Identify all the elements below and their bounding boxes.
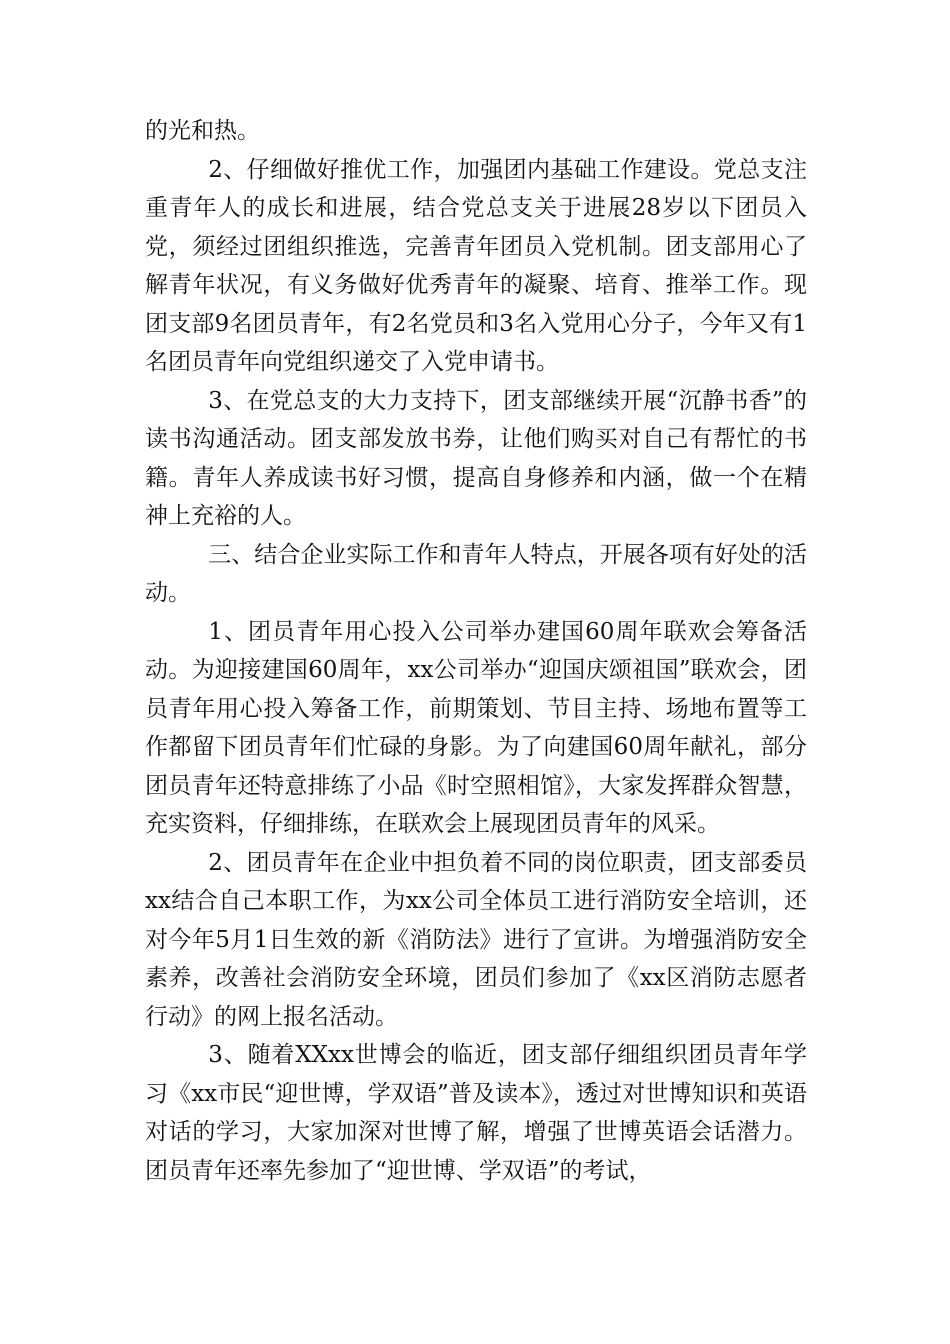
paragraph-anniversary-gala: 1、团员青年用心投入公司举办建国60周年联欢会筹备活动。为迎接建国60周年，xx公司举办“迎国庆颂祖国”联欢会，团员青年用心投入筹备工作，前期策划、节目主持、场地布置等工作都留下团员青年们忙碌的身影。为了向建国60周年献礼，部分团员青年还特意排练了小品《时空照相馆》，大家发挥群众智慧，充实资料，仔细排练，在联欢会上展现团员青年的风采。 [145,618,807,837]
paragraph-fire-safety: 2、团员青年在企业中担负着不同的岗位职责，团支部委员xx结合自己本职工作，为xx公司全体员工进行消防安全培训，还对今年5月1日生效的新《消防法》进行了宣讲。为增强消防安全素养，改善社会消防安全环境，团员们参加了《xx区消防志愿者行动》的网上报名活动。 [145,849,807,1030]
section-heading-activities: 三、结合企业实际工作和青年人特点，开展各项有好处的活动。 [145,541,807,606]
paragraph-world-expo: 3、随着XXxx世博会的临近，团支部仔细组织团员青年学习《xx市民“迎世博，学双语”普及读本》，透过对世博知识和英语对话的学习，大家加深对世博了解，增强了世博英语会话潜力。团员青年还率先参加了“迎世博、学双语”的考试， [145,1042,807,1184]
document-body [145,112,807,1190]
paragraph-continuation: 的光和热。 [145,118,260,144]
paragraph-recommend-excellent: 2、仔细做好推优工作，加强团内基础工作建设。党总支注重青年人的成长和进展，结合党总支关于进展28岁以下团员入党，须经过团组织推选，完善青年团员入党机制。团支部用心了解青年状况，有义务做好优秀青年的凝聚、培育、推举工作。现团支部9名团员青年，有2名党员和3名入党用心分子，今年又有1名团员青年向党组织递交了入党申请书。 [145,156,807,375]
paragraph-reading-activity: 3、在党总支的大力支持下，团支部继续开展“沉静书香”的读书沟通活动。团支部发放书券，让他们购买对自己有帮忙的书籍。青年人养成读书好习惯，提高自身修养和内涵，做一个在精神上充裕的人。 [145,387,807,529]
